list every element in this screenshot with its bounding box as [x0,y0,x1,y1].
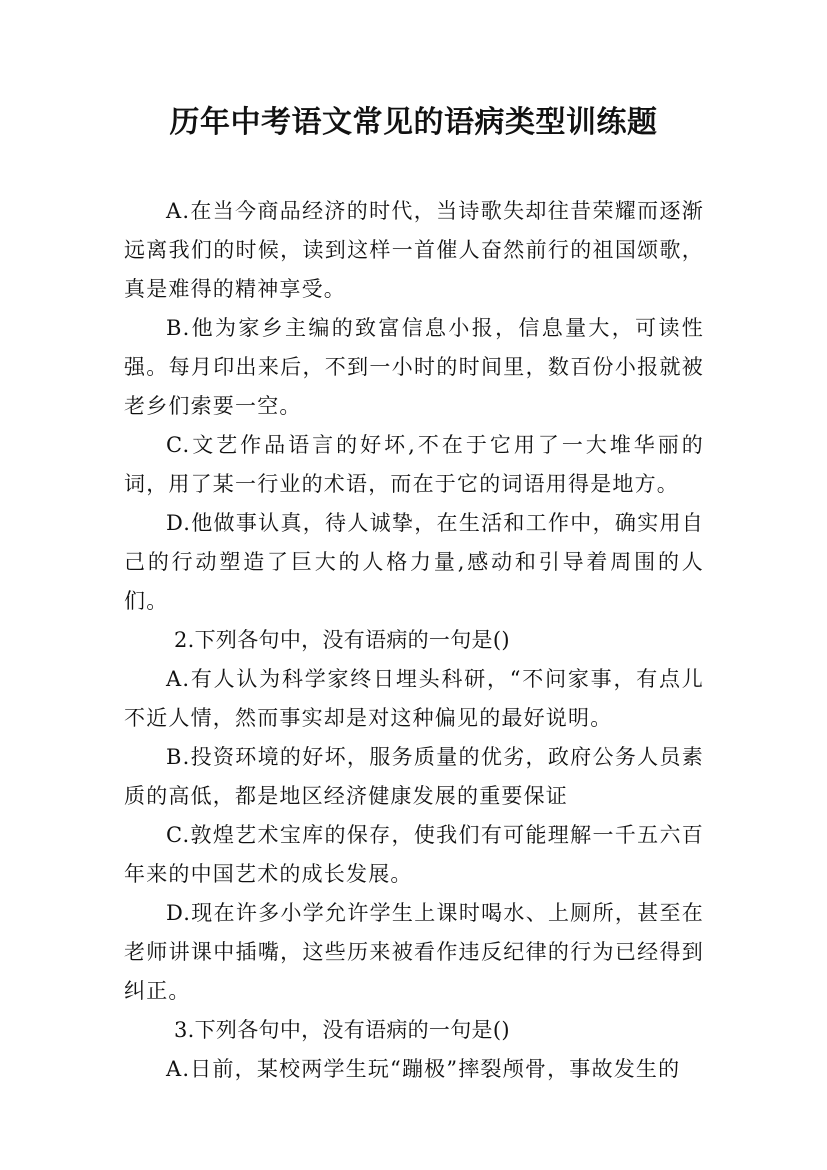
question-line: 3.下列各句中，没有语病的一句是() [174,1018,510,1042]
option-paragraph: C.敦煌艺术宝库的保存，使我们有可能理解一千五六百年来的中国艺术的成长发展。 [124,823,704,886]
option-paragraph: D.现在许多小学允许学生上课时喝水、上厕所，甚至在老师讲课中插嘴，这些历来被看作违反纪律的行为已经得到纠正。 [124,901,704,1003]
document-body [124,192,704,1089]
option-paragraph: C.文艺作品语言的好坏,不在于它用了一大堆华丽的词，用了某一行业的术语，而在于它的词语用得是地方。 [124,433,704,496]
option-paragraph: A.日前，某校两学生玩“蹦极”摔裂颅骨，事故发生的 [166,1057,681,1081]
option-paragraph: D.他做事认真，待人诚挚，在生活和工作中，确实用自己的行动塑造了巨大的人格力量,感动和引导着周围的人们。 [124,511,704,613]
question-line: 2.下列各句中，没有语病的一句是() [174,628,510,652]
document-title: 历年中考语文常见的语病类型训练题 [169,105,658,140]
option-paragraph: B.他为家乡主编的致富信息小报，信息量大，可读性强。每月印出来后，不到一小时的时间里，数百份小报就被老乡们索要一空。 [124,316,704,418]
option-paragraph: A.有人认为科学家终日埋头科研，“不问家事，有点儿不近人情，然而事实却是对这种偏见的最好说明。 [124,667,704,730]
option-paragraph: A.在当今商品经济的时代，当诗歌失却往昔荣耀而逐渐远离我们的时候，读到这样一首催人奋然前行的祖国颂歌，真是难得的精神享受。 [124,199,704,301]
option-paragraph: B.投资环境的好坏，服务质量的优劣，政府公务人员素质的高低，都是地区经济健康发展的重要保证 [124,745,704,808]
